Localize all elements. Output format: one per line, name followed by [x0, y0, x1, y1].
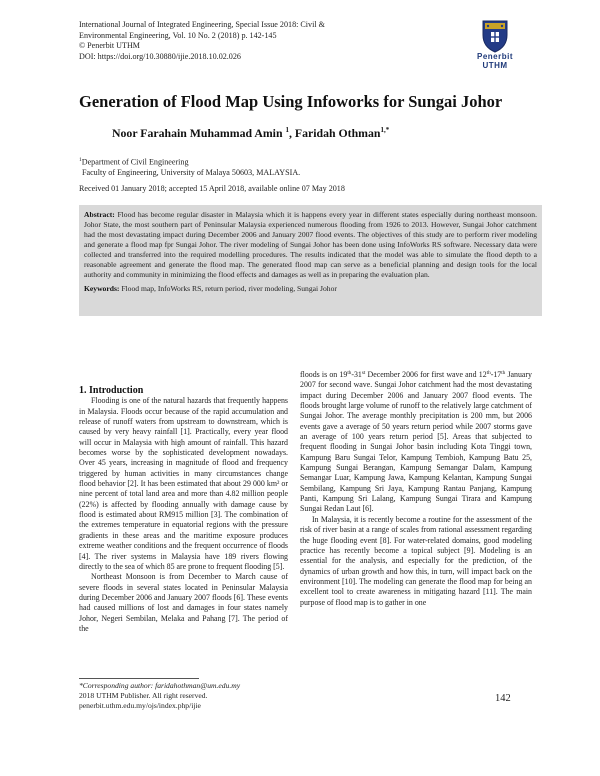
intro-paragraph-4: In Malaysia, it is recently become a routine for the assessment of the risk of river basin at a range of scales from rational assessment regarding the huge flooding event [8]. For water-related domains, good modeling practice has recently become a topical subject [9]. Modeling is an essential for the analysis, and especially for the prediction, of the dynamics of urban growth and how this, in turn, will impact back on the environment [10]. The modeling can generate the flood map for being an excellent tool to create awareness in mitigating hazard [11]. The main purpose of flood map is to gather in one — [300, 514, 532, 607]
page-number: 142 — [495, 693, 511, 704]
publication-dates: Received 01 January 2018; accepted 15 April 2018, available online 07 May 2018 — [79, 184, 345, 193]
author-2: Faridah Othman — [294, 126, 381, 140]
text-run: floods is on 19 — [300, 370, 348, 379]
author-list — [112, 126, 512, 141]
author-2-affil: 1,* — [380, 126, 390, 135]
text-run: January 2007 for second wave. Sungai Johor catchment had the most devastating impact during December 2006 and January 2007 flood events. The floods brought large volume of runoff to the relatively large catchment of Sungai Johor. The average monthly precipitation is 200 mm, but 2006 events gave a average of 50 years return period while 2007 storms gave an average of 100 years return period [5]. Areas that subjected to frequent flooding in Sungai Johor basin including Kota Tinggi town, Kampung Baru Sungai Telor, Kampung Tembioh, Kampung Batu 25, Kampung Sungai Berangan, Kampung Semangar Dalam, Kampung Semangar Luar, Kampung Jawa, Kampung Kelantan, Kampung Sungai Sembilang, Kampung Sri Jaya, Kampung Rantau Panjang, Kampung Panti, Kampung Sri Lalang, Kampung Sungai Tirara and Kampung Sungai Redan Laut [6]. — [300, 370, 532, 514]
author-separator: , — [288, 126, 295, 140]
text-run: December 2006 for first wave and 12 — [365, 370, 487, 379]
author-1-affil: 1 — [285, 126, 289, 135]
journal-header — [79, 20, 459, 62]
text-run: -31 — [351, 370, 362, 379]
publisher: © Penerbit UTHM — [79, 41, 140, 51]
affiliation — [79, 155, 539, 178]
footer-divider — [79, 678, 199, 679]
keywords-label: Keywords: — [84, 283, 120, 293]
journal-line-1: International Journal of Integrated Engineering, Special Issue 2018: Civil & — [79, 20, 325, 29]
keywords — [84, 284, 537, 294]
intro-paragraph-3 — [300, 370, 532, 515]
affiliation-line-2: Faculty of Engineering, University of Malaya 50603, MALAYSIA. — [82, 167, 301, 177]
affiliation-sup: 1 — [79, 157, 82, 163]
superscript: th — [501, 370, 506, 376]
paper-title: Generation of Flood Map Using Infoworks for Sungai Johor — [79, 92, 503, 111]
keywords-list: Flood map, InfoWorks RS, return period, river modeling, Sungai Johor — [119, 283, 337, 293]
superscript: th — [486, 370, 491, 376]
journal-line-2: Environmental Engineering, Vol. 10 No. 2 (2018) p. 142-145 — [79, 30, 277, 40]
abstract-body: Flood has become regular disaster in Malaysia which it is happens every year in different states especially during northeast monsoon. Johor State, the most southern part of Peninsular Malaysia experienced numerous flooding from 1926 to 2013. However, Sungai Johor catchment had the most devastating impact during December 2006 and January 2007 flood events. The objectives of this study are to perform river modeling and generate a flood map fpr Sungai Johor. The river modeling of Sungai Johor has been done using InfoWorks RS software. Necessary data were collected and transferred into the required modelling procedures. The results indicated that the model was able to simulate the flood depth to a reasonable agreement and generate the flood map. The generated flood map can serve as a beneficial planning and design tools for the local authority and community in minimizing the flood effects and damages as well as in preparing the evaluation plan. — [84, 210, 537, 279]
copyright: 2018 UTHM Publisher. All right reserved. — [79, 690, 208, 700]
publisher-logo — [465, 19, 525, 70]
affiliation-line-1: Department of Civil Engineering — [81, 157, 189, 167]
author-1: Noor Farahain Muhammad Amin — [112, 126, 283, 140]
logo-text: Penerbit UTHM — [476, 52, 513, 70]
footer — [79, 681, 379, 710]
superscript: st — [361, 370, 366, 376]
intro-paragraph-1: Flooding is one of the natural hazards that frequently happens in Malaysia. Floods occur because of the rapid accumulation and release of runoff waters from upstream to downstream, which is caused by very heavy rainfall [1]. Practically, every year flood will occur in Malaysia with high amount of rainfall. This hazard becomes worse by the sophisticated development nowadays. Over 45 years, increasing in magnitude of flood and frequency triggered by human activities in many circumstances change flood behavior [2]. It has been estimated that about 29 000 km² or nine percent of total land area and more than 4.82 million people (22%) is affected by flooding annually with damage cause by flood is estimated about RM915 million [3]. The combination of the extremes temperature in equatorial regions with the pressure gradients in these areas and the maritime exposure produces extreme weather conditions and the frequent occurrence of floods [4]. The river systems in Malaysia have 189 rivers flowing directly to the sea of which 85 are prone to frequent flooding [5]. — [79, 396, 288, 571]
section-heading: 1. Introduction — [79, 385, 144, 396]
shield-icon — [465, 19, 525, 53]
text-run: -17 — [490, 370, 502, 379]
left-column — [79, 386, 288, 634]
corresponding-author: *Corresponding author: faridahothman@um.edu.my — [79, 681, 241, 690]
doi-link[interactable]: DOI: https://doi.org/10.30880/ijie.2018.10.02.026 — [79, 51, 241, 61]
intro-paragraph-2: Northeast Monsoon is from December to March cause of severe floods in several states located in Peninsular Malaysia during December 2006 and January 2007 floods [6]. These events had caused millions of lost and damages in four states namely Johor, Negeri Sembilan, Melaka and Pahang [7]. The period of the — [79, 572, 288, 633]
abstract-label: Abstract: — [84, 210, 115, 219]
superscript: th — [347, 370, 352, 376]
abstract-text — [84, 210, 537, 280]
right-column — [300, 370, 532, 608]
abstract-box — [79, 205, 542, 316]
journal-url[interactable]: penerbit.uthm.edu.my/ojs/index.php/ijie — [79, 700, 201, 710]
